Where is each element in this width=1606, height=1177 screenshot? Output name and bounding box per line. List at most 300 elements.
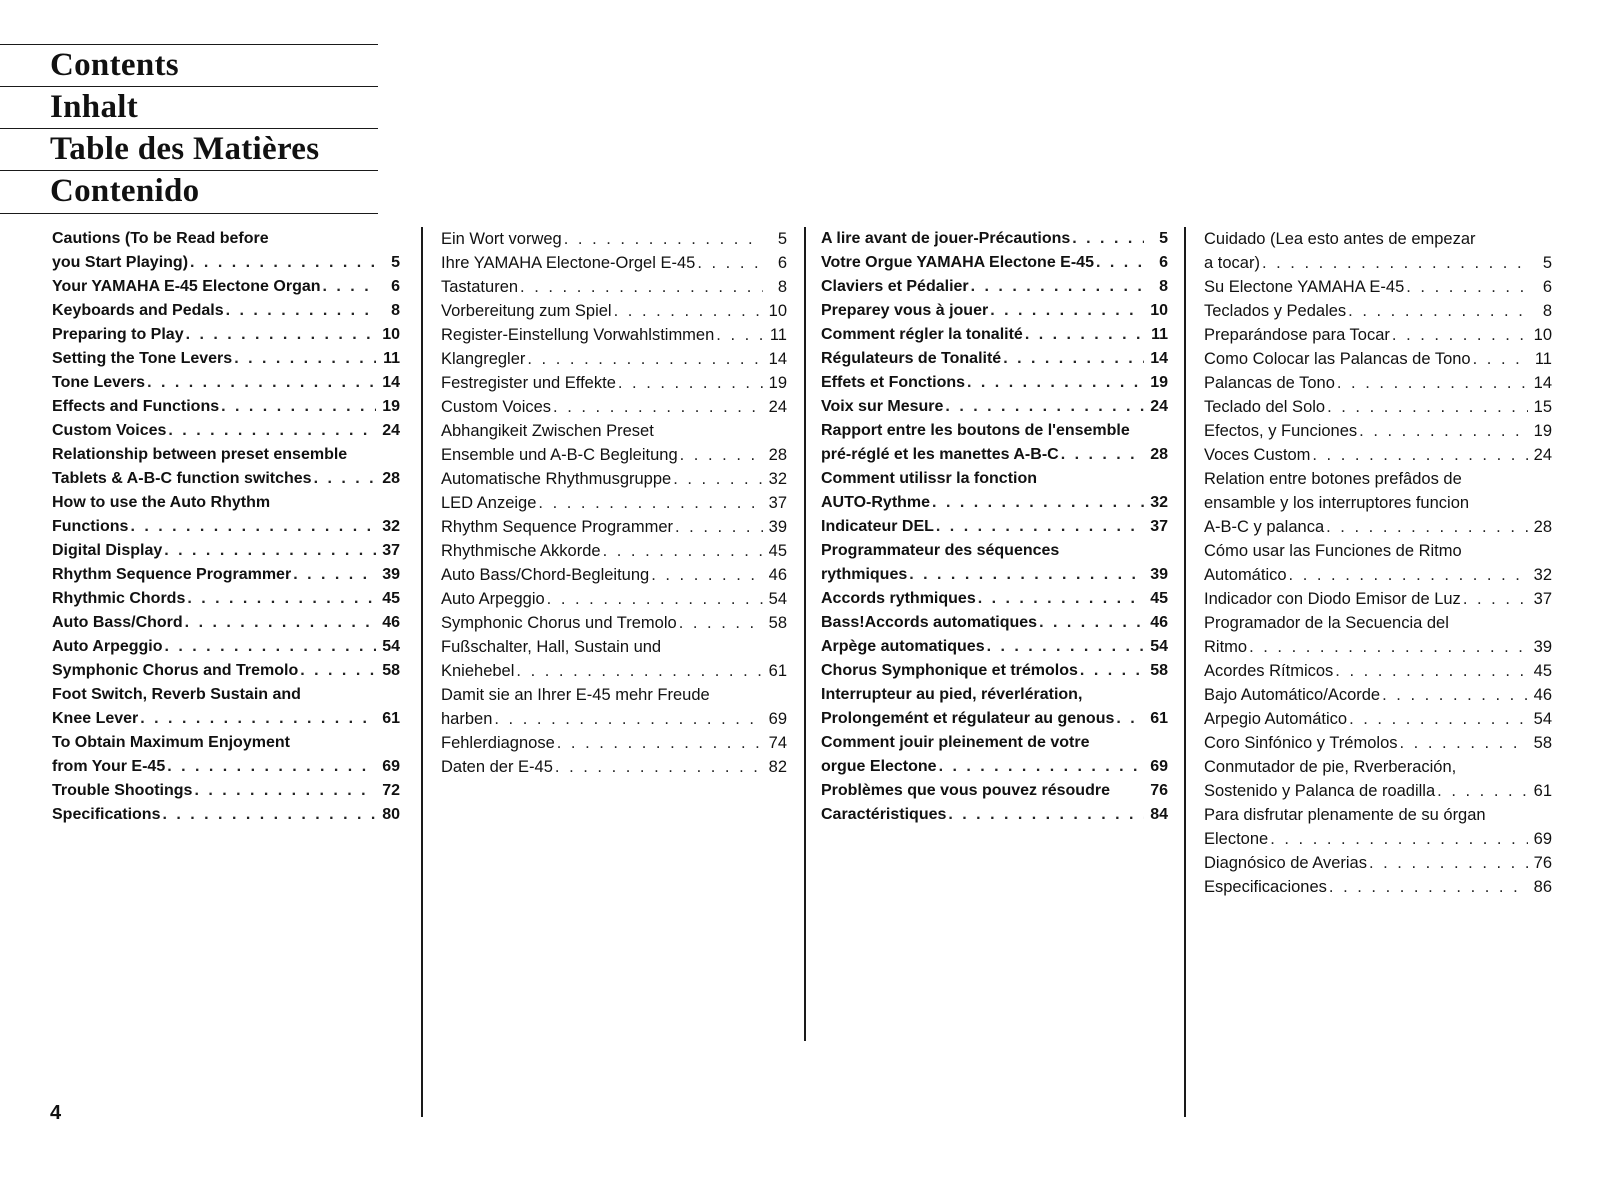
toc-entry	[821, 395, 1168, 419]
toc-entry-title: Cómo usar las Funciones de Ritmo	[1204, 542, 1462, 560]
dot-leader	[932, 491, 1144, 515]
toc-entry-title: Claviers et Pédalier	[821, 278, 969, 295]
toc-entry-title: Effets et Fonctions	[821, 374, 966, 391]
dot-leader	[1003, 347, 1144, 371]
toc-entry-page: 15	[1533, 398, 1552, 416]
toc-entry-page: 69	[1533, 830, 1552, 848]
toc-entry	[1204, 443, 1552, 467]
dot-leader	[553, 395, 763, 419]
toc-entry-title: Tablets & A-B-C function switches	[52, 470, 312, 487]
toc-entry-page: 32	[1533, 566, 1552, 584]
dot-leader	[1262, 251, 1528, 275]
toc-entry	[821, 563, 1168, 587]
toc-entry	[821, 659, 1168, 683]
toc-entry	[1204, 467, 1552, 491]
dot-leader	[1039, 611, 1144, 635]
toc-entry	[1204, 731, 1552, 755]
toc-entry-page: 8	[1159, 278, 1168, 295]
toc-entry-title: Comment utilissr la fonction	[821, 470, 1038, 487]
toc-entry-title: Régulateurs de Tonalité	[821, 350, 1002, 367]
toc-entry	[821, 251, 1168, 275]
toc-entry	[1204, 227, 1552, 251]
dot-leader	[1382, 683, 1528, 707]
dot-leader	[130, 515, 376, 539]
toc-entry-title: Kniehebel	[441, 662, 515, 680]
toc-entry	[441, 419, 787, 443]
toc-entry-page: 11	[769, 326, 787, 344]
toc-entry-title: Palancas de Tono	[1204, 374, 1335, 392]
spanish-contents-column	[1204, 227, 1552, 899]
toc-entry-page: 37	[1150, 518, 1168, 535]
toc-entry-page: 46	[1533, 686, 1552, 704]
toc-entry	[52, 323, 400, 347]
toc-entry	[1204, 659, 1552, 683]
dot-leader	[547, 587, 763, 611]
toc-entry-page: 82	[768, 758, 787, 776]
toc-entry-title: Damit sie an Ihrer E-45 mehr Freude	[441, 686, 710, 704]
toc-entry	[52, 563, 400, 587]
dot-leader	[1249, 635, 1528, 659]
toc-entry-page: 14	[1533, 374, 1552, 392]
dot-leader	[978, 587, 1144, 611]
toc-entry	[52, 731, 400, 755]
toc-entry-title: ensamble y los interruptores funcion	[1204, 494, 1470, 512]
toc-entry-page: 37	[1533, 590, 1552, 608]
dot-leader	[1072, 227, 1144, 251]
toc-entry-title: Conmutador de pie, Rverberación,	[1204, 758, 1457, 776]
toc-entry	[441, 227, 787, 251]
dot-leader	[675, 515, 763, 539]
dot-leader	[234, 347, 376, 371]
toc-entry	[441, 491, 787, 515]
toc-entry-title: orgue Electone	[821, 758, 937, 775]
english-contents-column	[52, 227, 400, 827]
toc-entry-title: To Obtain Maximum Enjoyment	[52, 734, 290, 751]
toc-entry	[821, 515, 1168, 539]
toc-entry-title: Arpège automatiques	[821, 638, 985, 655]
toc-entry	[52, 755, 400, 779]
dot-leader	[564, 227, 763, 251]
toc-entry-page: 37	[382, 542, 400, 559]
toc-entry-page: 58	[768, 614, 787, 632]
toc-entry	[52, 467, 400, 491]
toc-entry	[1204, 683, 1552, 707]
toc-entry-title: Digital Display	[52, 542, 163, 559]
toc-entry	[821, 707, 1168, 731]
toc-entry-title: Fußschalter, Hall, Sustain und	[441, 638, 662, 656]
french-contents-column	[821, 227, 1168, 827]
toc-entry	[441, 395, 787, 419]
toc-entry	[821, 323, 1168, 347]
toc-entry-title: Effects and Functions	[52, 398, 220, 415]
toc-entry-page: 24	[1150, 398, 1168, 415]
dot-leader	[185, 611, 376, 635]
toc-entry-title: Efectos, y Funciones	[1204, 422, 1358, 440]
toc-entry	[1204, 347, 1552, 371]
column-divider	[1184, 227, 1186, 1117]
toc-entry-title: Ritmo	[1204, 638, 1248, 656]
toc-entry-page: 80	[382, 806, 400, 823]
toc-entry	[441, 299, 787, 323]
dot-leader	[1359, 419, 1528, 443]
toc-entry	[1204, 611, 1552, 635]
toc-entry-page: 8	[777, 278, 787, 296]
toc-entry-page: 84	[1150, 806, 1168, 823]
dot-leader	[1327, 395, 1528, 419]
toc-entry-page: 6	[1159, 254, 1168, 271]
toc-entry-page: 61	[1533, 782, 1552, 800]
toc-entry-page: 39	[1150, 566, 1168, 583]
toc-entry	[1204, 875, 1552, 899]
toc-entry	[441, 467, 787, 491]
toc-entry-title: Your YAMAHA E-45 Electone Organ	[52, 278, 321, 295]
toc-entry-page: 45	[768, 542, 787, 560]
toc-entry-page: 14	[768, 350, 787, 368]
dot-leader	[187, 587, 376, 611]
toc-entry-page: 46	[768, 566, 787, 584]
toc-entry	[821, 227, 1168, 251]
toc-entry	[52, 443, 400, 467]
toc-entry-title: Preparey vous à jouer	[821, 302, 989, 319]
toc-entry	[821, 779, 1168, 803]
toc-entry-title: Custom Voices	[52, 422, 167, 439]
dot-leader	[190, 251, 376, 275]
toc-entry	[821, 371, 1168, 395]
dot-leader	[679, 611, 763, 635]
toc-entry	[441, 683, 787, 707]
title-contenido: Contenido	[0, 170, 378, 214]
toc-entry-title: Para disfrutar plenamente de su órgan	[1204, 806, 1486, 824]
toc-entry	[52, 347, 400, 371]
toc-entry-title: Vorbereitung zum Spiel	[441, 302, 612, 320]
toc-entry-title: LED Anzeige	[441, 494, 537, 512]
toc-entry	[52, 803, 400, 827]
toc-entry	[441, 587, 787, 611]
toc-entry-page: 58	[382, 662, 400, 679]
column-divider	[421, 227, 423, 1117]
toc-entry-page: 10	[382, 326, 400, 343]
toc-entry-page: 8	[1542, 302, 1552, 320]
toc-entry-title: Bajo Automático/Acorde	[1204, 686, 1381, 704]
toc-entry	[1204, 251, 1552, 275]
toc-entry	[52, 251, 400, 275]
dot-leader	[1348, 299, 1528, 323]
toc-entry	[52, 227, 400, 251]
dot-leader	[1437, 779, 1528, 803]
toc-entry-title: Automatische Rhythmusgruppe	[441, 470, 672, 488]
toc-entry-page: 6	[391, 278, 400, 295]
dot-leader	[1329, 875, 1528, 899]
toc-entry	[1204, 323, 1552, 347]
toc-entry-page: 54	[382, 638, 400, 655]
toc-entry	[441, 635, 787, 659]
toc-entry	[821, 491, 1168, 515]
toc-entry-title: A-B-C y palanca	[1204, 518, 1325, 536]
dot-leader	[165, 635, 377, 659]
toc-entry-title: Auto Bass/Chord	[52, 614, 183, 631]
toc-entry-page: 76	[1533, 854, 1552, 872]
toc-entry-title: Rapport entre les boutons de l'ensemble	[821, 422, 1130, 439]
dot-leader	[1349, 707, 1528, 731]
toc-entry-page: 54	[1533, 710, 1552, 728]
toc-entry-title: Relationship between preset ensemble	[52, 446, 348, 463]
toc-entry-title: Bass!Accords automatiques	[821, 614, 1038, 631]
toc-entry	[1204, 803, 1552, 827]
toc-entry	[52, 371, 400, 395]
toc-entry-title: pré-réglé et les manettes A-B-C	[821, 446, 1059, 463]
toc-entry-title: Auto Arpeggio	[441, 590, 545, 608]
dot-leader	[948, 803, 1144, 827]
dot-leader	[221, 395, 376, 419]
dot-leader	[651, 563, 763, 587]
toc-entry	[1204, 491, 1552, 515]
toc-entry	[441, 707, 787, 731]
toc-entry-page: 24	[382, 422, 400, 439]
dot-leader	[618, 371, 763, 395]
toc-entry-title: Automático	[1204, 566, 1287, 584]
dot-leader	[194, 779, 376, 803]
toc-entry-page: 32	[768, 470, 787, 488]
toc-entry-title: Votre Orgue YAMAHA Electone E-45	[821, 254, 1094, 271]
toc-entry	[52, 491, 400, 515]
toc-entry-page: 6	[1542, 278, 1552, 296]
toc-entry	[821, 347, 1168, 371]
toc-entry-title: AUTO-Rythme	[821, 494, 931, 511]
dot-leader	[971, 275, 1144, 299]
dot-leader	[293, 563, 376, 587]
toc-entry-title: Voix sur Mesure	[821, 398, 944, 415]
dot-leader	[140, 707, 376, 731]
dot-leader	[162, 803, 376, 827]
toc-entry-title: Diagnósico de Averias	[1204, 854, 1367, 872]
toc-entry-title: Acordes Rítmicos	[1204, 662, 1334, 680]
contents-titles	[0, 44, 378, 214]
toc-entry	[441, 323, 787, 347]
toc-entry-page: 6	[777, 254, 787, 272]
toc-entry-title: Teclado del Solo	[1204, 398, 1326, 416]
toc-entry-title: Custom Voices	[441, 398, 552, 416]
toc-entry-page: 61	[768, 662, 787, 680]
toc-entry	[821, 467, 1168, 491]
toc-entry-title: A lire avant de jouer-Précautions	[821, 230, 1071, 247]
toc-entry-title: Accords rythmiques	[821, 590, 976, 607]
toc-entry	[52, 275, 400, 299]
toc-entry	[441, 611, 787, 635]
dot-leader	[164, 539, 376, 563]
toc-entry-title: Specifications	[52, 806, 161, 823]
toc-entry	[1204, 299, 1552, 323]
toc-entry	[821, 803, 1168, 827]
toc-entry-title: Festregister und Effekte	[441, 374, 616, 392]
toc-entry-page: 46	[382, 614, 400, 631]
toc-entry	[1204, 371, 1552, 395]
dot-leader	[945, 395, 1144, 419]
toc-entry	[52, 659, 400, 683]
dot-leader	[1025, 323, 1144, 347]
toc-entry-page: 5	[777, 230, 787, 248]
toc-entry-title: Comment régler la tonalité	[821, 326, 1023, 343]
toc-entry-title: Preparándose para Tocar	[1204, 326, 1390, 344]
toc-entry-title: Trouble Shootings	[52, 782, 193, 799]
toc-entry	[821, 731, 1168, 755]
toc-entry-title: Fehlerdiagnose	[441, 734, 555, 752]
toc-entry	[52, 779, 400, 803]
toc-entry	[441, 731, 787, 755]
toc-entry-title: Symphonic Chorus und Tremolo	[441, 614, 677, 632]
toc-entry	[441, 539, 787, 563]
toc-entry	[441, 659, 787, 683]
dot-leader	[939, 755, 1144, 779]
dot-leader	[680, 443, 763, 467]
toc-entry-title: Teclados y Pedales	[1204, 302, 1347, 320]
toc-entry-title: Auto Bass/Chord-Begleitung	[441, 566, 650, 584]
dot-leader	[936, 515, 1144, 539]
toc-entry-title: Rhythm Sequence Programmer	[52, 566, 292, 583]
toc-entry-page: 32	[382, 518, 400, 535]
dot-leader	[1406, 275, 1528, 299]
toc-entry	[821, 587, 1168, 611]
toc-entry-title: Foot Switch, Reverb Sustain and	[52, 686, 301, 703]
toc-entry-title: Cuidado (Lea esto antes de empezar	[1204, 230, 1476, 248]
toc-entry	[52, 707, 400, 731]
dot-leader	[967, 371, 1144, 395]
toc-entry	[441, 515, 787, 539]
toc-entry-page: 76	[1150, 782, 1168, 799]
toc-entry-title: Indicador con Diodo Emisor de Luz	[1204, 590, 1461, 608]
dot-leader	[186, 323, 376, 347]
toc-entry-page: 10	[1533, 326, 1552, 344]
toc-entry-title: Ein Wort vorweg	[441, 230, 562, 248]
toc-entry-page: 39	[1533, 638, 1552, 656]
toc-entry	[821, 683, 1168, 707]
toc-entry	[441, 443, 787, 467]
dot-leader	[527, 347, 763, 371]
toc-entry	[52, 683, 400, 707]
dot-leader	[147, 371, 376, 395]
dot-leader	[716, 323, 763, 347]
toc-entry-title: Rhythmic Chords	[52, 590, 186, 607]
toc-entry-page: 24	[768, 398, 787, 416]
toc-entry-page: 69	[1150, 758, 1168, 775]
toc-entry-page: 28	[1150, 446, 1168, 463]
toc-entry	[441, 563, 787, 587]
toc-entry	[1204, 755, 1552, 779]
toc-entry-title: Sostenido y Palanca de roadilla	[1204, 782, 1436, 800]
toc-entry-page: 39	[768, 518, 787, 536]
dot-leader	[494, 707, 763, 731]
toc-entry-title: Knee Lever	[52, 710, 139, 727]
dot-leader	[520, 275, 763, 299]
toc-entry-page: 11	[1534, 350, 1552, 368]
toc-entry-title: Interrupteur au pied, réverlération,	[821, 686, 1083, 703]
toc-entry-title: Rhythm Sequence Programmer	[441, 518, 674, 536]
dot-leader	[1337, 371, 1528, 395]
toc-entry-title: Auto Arpeggio	[52, 638, 163, 655]
toc-entry	[1204, 419, 1552, 443]
dot-leader	[1335, 659, 1528, 683]
toc-entry-title: Tone Levers	[52, 374, 146, 391]
dot-leader	[990, 299, 1144, 323]
page-number: 4	[50, 1102, 62, 1124]
toc-entry-title: Indicateur DEL	[821, 518, 934, 535]
dot-leader	[1473, 347, 1528, 371]
toc-entry	[441, 371, 787, 395]
dot-leader	[1116, 707, 1144, 731]
toc-entry-title: Register-Einstellung Vorwahlstimmen	[441, 326, 715, 344]
toc-entry-title: Keyboards and Pedals	[52, 302, 224, 319]
toc-entry	[52, 299, 400, 323]
toc-entry-title: Arpegio Automático	[1204, 710, 1348, 728]
dot-leader	[1270, 827, 1528, 851]
dot-leader	[603, 539, 763, 563]
dot-leader	[226, 299, 376, 323]
toc-entry	[1204, 539, 1552, 563]
dot-leader	[909, 563, 1144, 587]
toc-entry-page: 74	[768, 734, 787, 752]
toc-entry	[52, 419, 400, 443]
toc-entry-page: 10	[768, 302, 787, 320]
toc-entry-page: 24	[1533, 446, 1552, 464]
toc-entry-title: Setting the Tone Levers	[52, 350, 233, 367]
toc-entry-title: Como Colocar las Palancas de Tono	[1204, 350, 1471, 368]
toc-entry-title: rythmiques	[821, 566, 908, 583]
toc-entry-title: Ihre YAMAHA Electone-Orgel E-45	[441, 254, 696, 272]
dot-leader	[1312, 443, 1528, 467]
dot-leader	[555, 755, 763, 779]
toc-entry-title: Symphonic Chorus and Tremolo	[52, 662, 299, 679]
dot-leader	[300, 659, 376, 683]
dot-leader	[1392, 323, 1528, 347]
dot-leader	[1080, 659, 1144, 683]
toc-entry-title: Klangregler	[441, 350, 526, 368]
toc-entry-page: 69	[382, 758, 400, 775]
toc-entry-page: 19	[1533, 422, 1552, 440]
toc-entry-title: Tastaturen	[441, 278, 519, 296]
dot-leader	[323, 275, 376, 299]
toc-entry	[821, 539, 1168, 563]
dot-leader	[697, 251, 763, 275]
german-contents-column	[441, 227, 787, 779]
toc-entry	[52, 395, 400, 419]
toc-entry	[52, 515, 400, 539]
toc-entry	[1204, 515, 1552, 539]
toc-entry	[1204, 587, 1552, 611]
toc-entry-page: 37	[768, 494, 787, 512]
toc-entry-title: Ensemble und A-B-C Begleitung	[441, 446, 678, 464]
toc-entry	[52, 587, 400, 611]
toc-entry	[821, 275, 1168, 299]
toc-entry-page: 28	[768, 446, 787, 464]
toc-entry	[1204, 395, 1552, 419]
toc-entry	[1204, 563, 1552, 587]
toc-entry-page: 28	[1533, 518, 1552, 536]
dot-leader	[168, 419, 376, 443]
toc-entry	[821, 611, 1168, 635]
toc-entry-title: Comment jouir pleinement de votre	[821, 734, 1090, 751]
toc-entry	[52, 635, 400, 659]
toc-entry	[1204, 635, 1552, 659]
dot-leader	[516, 659, 763, 683]
toc-entry-page: 45	[382, 590, 400, 607]
toc-entry-page: 69	[768, 710, 787, 728]
toc-entry-title: Especificaciones	[1204, 878, 1327, 896]
toc-entry-page: 54	[1150, 638, 1168, 655]
toc-entry-title: Voces Custom	[1204, 446, 1311, 464]
toc-entry-page: 14	[382, 374, 400, 391]
toc-entry-title: Abhangikeit Zwischen Preset	[441, 422, 654, 440]
toc-entry	[821, 299, 1168, 323]
toc-entry	[1204, 707, 1552, 731]
